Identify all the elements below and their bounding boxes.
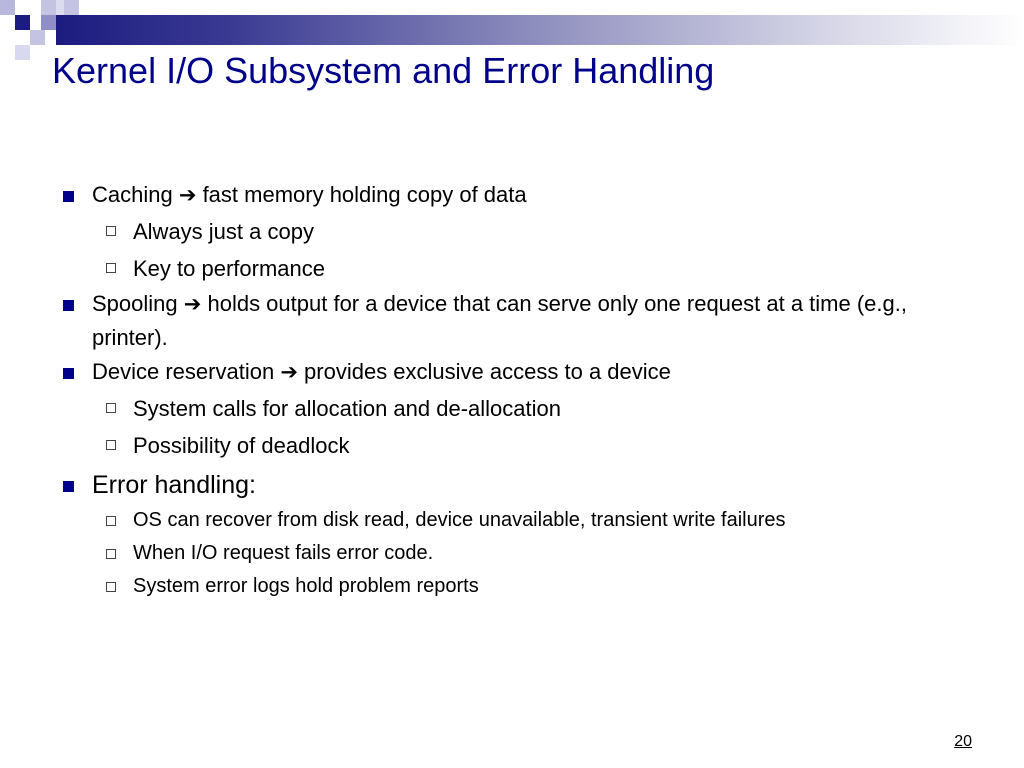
bullet-lead: Device reservation (92, 359, 281, 384)
square-bullet-icon (63, 481, 74, 492)
sub-bullet (62, 537, 962, 570)
bullet-lead: Caching (92, 182, 179, 207)
sub-bullet-text: When I/O request fails error code. (133, 542, 434, 564)
right-arrow-icon: ➔ (178, 183, 197, 207)
square-bullet-icon (63, 368, 74, 379)
hollow-square-bullet-icon (106, 582, 116, 592)
page-number: 20 (954, 733, 972, 750)
sub-bullet-text: OS can recover from disk read, device unavailable, transient write failures (133, 509, 786, 531)
bullet-device-reservation (62, 355, 962, 389)
slide-content (62, 178, 962, 603)
right-arrow-icon: ➔ (280, 360, 298, 384)
bullet-lead: Spooling (92, 291, 184, 316)
slide-title: Kernel I/O Subsystem and Error Handling (52, 50, 715, 91)
square-bullet-icon (63, 300, 74, 311)
sub-bullet (62, 504, 962, 537)
hollow-square-bullet-icon (106, 516, 116, 526)
hollow-square-bullet-icon (106, 263, 116, 273)
decor-square (30, 30, 45, 45)
right-arrow-icon: ➔ (183, 292, 202, 316)
bullet-lead: Error handling: (92, 471, 256, 499)
sub-bullet-text: Always just a copy (133, 219, 314, 244)
sub-bullet-text: Possibility of deadlock (133, 433, 350, 458)
hollow-square-bullet-icon (106, 226, 116, 236)
decor-square (41, 0, 56, 15)
decor-square (64, 0, 79, 15)
sub-bullet-text: System calls for allocation and de-allocation (133, 396, 562, 421)
sub-bullet (62, 250, 962, 287)
bullet-caching (62, 178, 962, 212)
decor-square (15, 45, 30, 60)
decor-square (41, 15, 56, 30)
bullet-error-handling (62, 467, 962, 503)
hollow-square-bullet-icon (106, 440, 116, 450)
sub-bullet-text: Key to performance (133, 256, 325, 281)
sub-bullet (62, 570, 962, 603)
sub-bullet (62, 427, 962, 464)
sub-bullet-text: System error logs hold problem reports (133, 575, 479, 597)
decor-square (15, 15, 30, 30)
hollow-square-bullet-icon (106, 549, 116, 559)
bullet-text: holds output for a device that can serve only one request at a time (e.g., printer). (92, 291, 907, 350)
title-gradient-bar (56, 15, 1024, 45)
bullet-text: provides exclusive access to a device (297, 359, 671, 384)
sub-bullet (62, 213, 962, 250)
square-bullet-icon (63, 191, 74, 202)
decor-square (0, 0, 15, 15)
hollow-square-bullet-icon (106, 403, 116, 413)
sub-bullet (62, 390, 962, 427)
bullet-spooling (62, 287, 962, 354)
bullet-text: fast memory holding copy of data (196, 182, 527, 207)
